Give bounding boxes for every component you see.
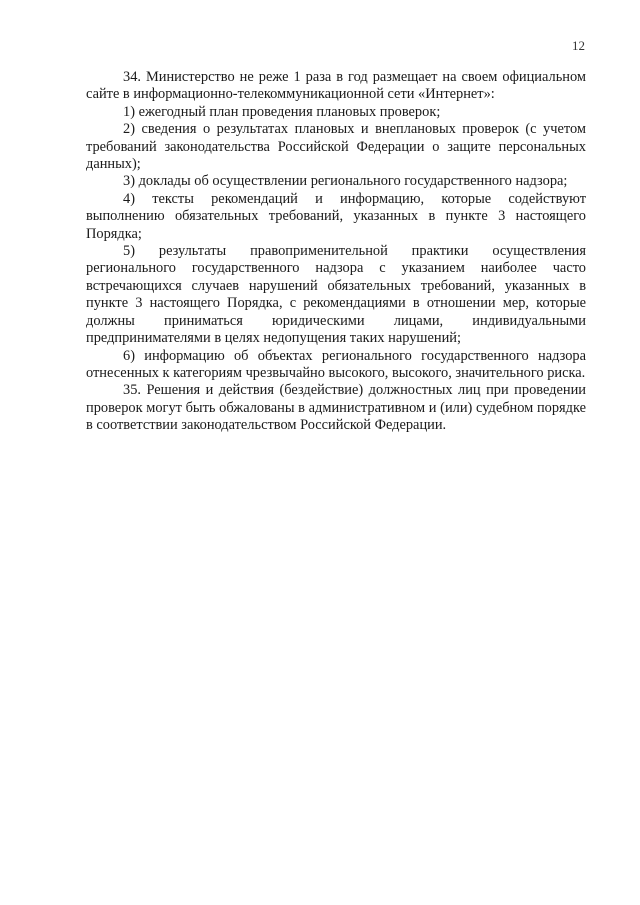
paragraph-34-intro: 34. Министерство не реже 1 раза в год размещает на своем официальном сайте в информационно-телекоммуникационной сети «Интернет»: xyxy=(86,69,586,103)
list-item-5: 5) результаты правоприменительной практики осуществления регионального государственного надзора с указанием наиболее часто встречающихся случаев нарушений обязательных требований, указанных в пункте 3 настоящего Порядка, с рекомендациями в отношении мер, которые должны приниматься юридическими лицами, индивидуальными предпринимателями в целях недопущения таких нарушений; xyxy=(86,243,586,347)
paragraph-35: 35. Решения и действия (бездействие) должностных лиц при проведении проверок могут быть обжалованы в административном и (или) судебном порядке в соответствии законодательством Российской Федерации. xyxy=(86,382,586,434)
list-item-4: 4) тексты рекомендаций и информацию, которые содействуют выполнению обязательных требований, указанных в пункте 3 настоящего Порядка; xyxy=(86,190,586,242)
list-item-6: 6) информацию об объектах регионального государственного надзора отнесенных к категориям чрезвычайно высокого, высокого, значительного риска. xyxy=(86,347,586,381)
document-body xyxy=(86,69,586,435)
list-item-1: 1) ежегодный план проведения плановых проверок; xyxy=(123,103,441,120)
page-number: 12 xyxy=(572,38,585,53)
list-item-2: 2) сведения о результатах плановых и внеплановых проверок (с учетом требований законодательства Российской Федерации о защите персональных данных); xyxy=(86,121,586,173)
list-item-3: 3) доклады об осуществлении регионального государственного надзора; xyxy=(123,173,568,190)
